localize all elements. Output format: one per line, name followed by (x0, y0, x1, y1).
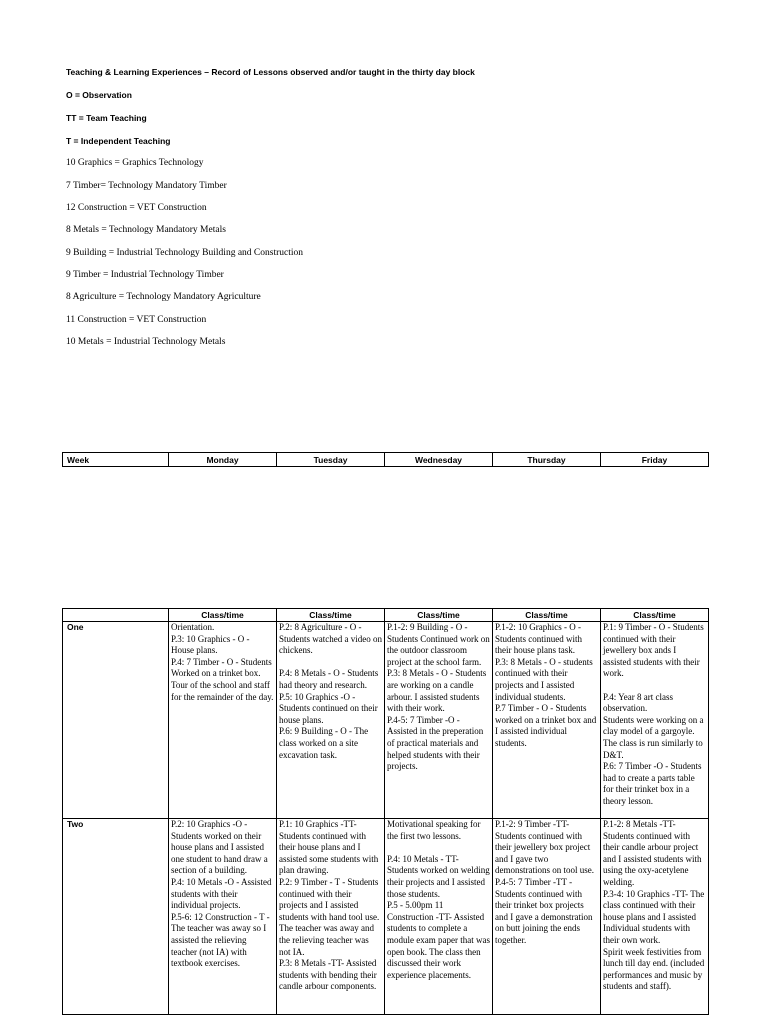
lesson-cell-monday: P.2: 10 Graphics -O - Students worked on their house plans and I assisted one student to hand draw a section of a building. P.4: 10 Metals -O - Assisted students with their individual projects. P.5-6: 12 Construction - T - The teacher was away so I assisted the relieving teacher (not IA) with textbook exercises. (169, 819, 277, 1015)
header-blank (63, 609, 169, 622)
legend-item: 10 Graphics = Graphics Technology (66, 158, 204, 168)
lesson-cell-tuesday: P.2: 8 Agriculture - O - Students watched a video on chickens. P.4: 8 Metals - O - Students had theory and research. P.5: 10 Graphics -O - Students continued on their house plans. P.6: 9 Building - O - The class worked on a site excavation task. (277, 622, 385, 819)
lesson-cell-friday: P.1: 9 Timber - O - Students continued with their jewellery box ands I assisted students with their work. P.4: Year 8 art class observation. Students were working on a clay model of a gargoyle. The class is run similarly to D&T. P.6: 7 Timber -O - Students had to create a parts table for their trinket box in a theory lesson. (601, 622, 709, 819)
header-class-time: Class/time (493, 609, 601, 622)
header-tuesday: Tuesday (277, 453, 385, 467)
week-header-table (62, 452, 709, 467)
header-class-time: Class/time (277, 609, 385, 622)
legend-item: 12 Construction = VET Construction (66, 203, 207, 213)
lesson-cell-wednesday: Motivational speaking for the first two lessons. P.4: 10 Metals - TT- Students worked on welding their projects and I assisted those students. P.5 - 5.00pm 11 Construction -TT- Assisted students to complete a module exam paper that was open book. The class then discussed their work experience placements. (385, 819, 493, 1015)
legend-item: 9 Timber = Industrial Technology Timber (66, 270, 224, 280)
header-class-time: Class/time (601, 609, 709, 622)
legend-item: 11 Construction = VET Construction (66, 315, 207, 325)
week-label: One (63, 622, 169, 819)
header-week: Week (63, 453, 169, 467)
legend-item: 8 Metals = Technology Mandatory Metals (66, 225, 226, 235)
header-class-time: Class/time (169, 609, 277, 622)
key-independent-teaching: T = Independent Teaching (66, 136, 171, 146)
lesson-cell-thursday: P.1-2: 9 Timber -TT- Students continued with their jewellery box project and I gave two demonstrations on tool use. P.4-5: 7 Timber -TT - Students continued with their trinket box projects and I gave a demonstration on butt joining the ends together. (493, 819, 601, 1015)
legend-item: 9 Building = Industrial Technology Building and Construction (66, 248, 303, 258)
key-observation: O = Observation (66, 90, 132, 100)
header-thursday: Thursday (493, 453, 601, 467)
week-label: Two (63, 819, 169, 1015)
lesson-cell-tuesday: P.1: 10 Graphics -TT- Students continued with their house plans and I assisted some students with plan drawing. P.2: 9 Timber - T - Students continued with their projects and I assisted students with hand tool use. The teacher was away and the relieving teacher was not IA. P.3: 8 Metals -TT- Assisted students with bending their candle arbour components. (277, 819, 385, 1015)
header-class-time: Class/time (385, 609, 493, 622)
lesson-cell-thursday: P.1-2: 10 Graphics - O - Students continued with their house plans task. P.3: 8 Metals - O - students continued with their projects and I assisted individual students. P.7 Timber - O - Students worked on a trinket box and I assisted individual students. (493, 622, 601, 819)
legend-item: 8 Agriculture = Technology Mandatory Agriculture (66, 292, 261, 302)
lesson-cell-monday: Orientation. P.3: 10 Graphics - O - House plans. P.4: 7 Timber - O - Students Worked on a trinket box. Tour of the school and staff for the remainder of the day. (169, 622, 277, 819)
week-header-row (63, 453, 709, 467)
schedule-header-row (63, 609, 709, 622)
header-wednesday: Wednesday (385, 453, 493, 467)
table-row (63, 819, 709, 1015)
legend-item: 10 Metals = Industrial Technology Metals (66, 337, 226, 347)
key-team-teaching: TT = Team Teaching (66, 113, 147, 123)
lesson-cell-wednesday: P.1-2: 9 Building - O - Students Continued work on the outdoor classroom project at the school farm. P.3: 8 Metals - O - Students are working on a candle arbour. I assisted students with their work. P.4-5: 7 Timber -O - Assisted in the preperation of practical materials and helped students with their projects. (385, 622, 493, 819)
legend-item: 7 Timber= Technology Mandatory Timber (66, 181, 227, 191)
document-title: Teaching & Learning Experiences – Record of Lessons observed and/or taught in the thirty day block (66, 67, 475, 77)
header-monday: Monday (169, 453, 277, 467)
table-row (63, 622, 709, 819)
lesson-cell-friday: P.1-2: 8 Metals -TT- Students continued with their candle arbour project and I assisted students with using the oxy-acetylene welding. P.3-4: 10 Graphics -TT- The class continued with their house plans and I assisted Individual students with their own work. Spirit week festivities from lunch till day end. (included performances and music by students and staff). (601, 819, 709, 1015)
header-friday: Friday (601, 453, 709, 467)
lesson-schedule-table (62, 608, 709, 1015)
